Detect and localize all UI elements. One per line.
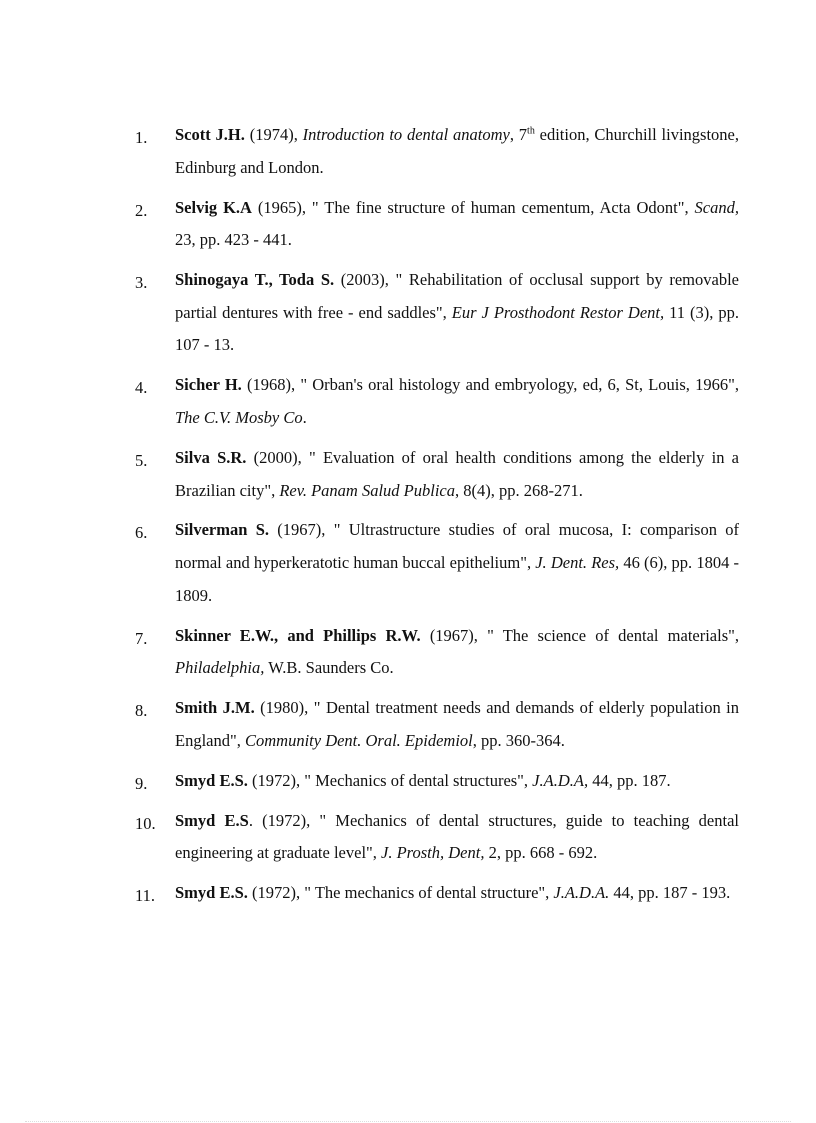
reference-item (135, 692, 739, 757)
reference-item (135, 369, 739, 434)
reference-author: Silva S.R. (175, 447, 247, 467)
reference-details: (2003), " Rehabilitation of occlusal support by removable partial dentures with free - end saddles", (175, 270, 739, 322)
reference-source: Scand, (694, 197, 739, 217)
reference-superscript: th (527, 125, 535, 137)
reference-author: Smyd E.S. (175, 770, 248, 790)
reference-item (135, 620, 739, 685)
reference-pages: , 8(4), pp. 268-271. (454, 480, 583, 500)
reference-text (175, 805, 739, 870)
reference-item (135, 442, 739, 507)
reference-source: Philadelphia, (175, 658, 265, 678)
reference-source: J. Dent. Res, (535, 553, 620, 573)
reference-text (175, 692, 739, 757)
reference-pages: , pp. 360-364. (472, 730, 565, 750)
reference-details: (1972), " The mechanics of dental structure", (247, 883, 554, 903)
reference-publisher: edition, Churchill livingstone, Edinburg and London. (175, 125, 739, 177)
reference-item (135, 119, 739, 184)
reference-edition: , 7 (509, 125, 528, 144)
reference-details: (1980), " Dental treatment needs and demands of elderly population in England", (175, 698, 739, 750)
reference-pages: . (302, 407, 307, 427)
reference-source: Community Dent. Oral. Epidemiol (244, 730, 473, 750)
reference-text (175, 877, 739, 910)
reference-item (135, 514, 739, 612)
reference-pages: 44, pp. 187 - 193. (609, 883, 731, 903)
reference-text (175, 369, 739, 434)
reference-number: 5. (135, 450, 148, 470)
reference-author: Smyd E.S (175, 810, 249, 830)
reference-source: Rev. Panam Salud Publica (279, 480, 455, 500)
reference-author: Smith J.M. (175, 698, 255, 718)
reference-pages: 2, pp. 668 - 692. (484, 843, 598, 863)
reference-source: Introduction to dental anatomy (302, 125, 510, 144)
reference-text (175, 765, 739, 798)
reference-number: 9. (135, 773, 148, 793)
reference-author: Shinogaya T., Toda S. (175, 270, 335, 290)
reference-author: Silverman S. (175, 520, 270, 540)
reference-item (135, 877, 739, 910)
reference-author: Selvig K.A (175, 197, 252, 217)
reference-pages: W.B. Saunders Co. (264, 658, 394, 678)
reference-source: Eur J Prosthodont Restor Dent, (451, 302, 665, 322)
reference-details: (1967), " Ultrastructure studies of oral mucosa, I: comparison of normal and hyperkeratotic human buccal epithelium", (175, 520, 739, 573)
reference-source: J.A.D.A. (553, 883, 610, 903)
reference-author: Scott J.H. (175, 125, 245, 144)
reference-number: 10. (135, 813, 156, 833)
reference-details: (1972), " Mechanics of dental structures", (247, 770, 533, 790)
reference-text (175, 620, 739, 685)
reference-source: J.A.D.A, (532, 770, 589, 790)
reference-pages: 11 (3), pp. 107 - 13. (175, 302, 740, 355)
reference-details: (1967), " The science of dental materials", (420, 625, 739, 645)
reference-details: (2000), " Evaluation of oral health conditions among the elderly in a Brazilian city", (175, 447, 739, 500)
page-bottom-rule (25, 1121, 791, 1122)
reference-details: . (1972), " Mechanics of dental structures, guide to teaching dental engineering at graduate level", (175, 810, 739, 863)
reference-author: Smyd E.S. (175, 883, 248, 903)
reference-number: 3. (135, 273, 148, 293)
reference-number: 7. (135, 628, 148, 648)
reference-pages: 23, pp. 423 - 441. (175, 230, 292, 250)
reference-details: (1968), " Orban's oral histology and embryology, ed, 6, St, Louis, 1966", (241, 375, 739, 395)
reference-text (175, 192, 739, 257)
reference-details: (1974), (244, 125, 303, 144)
reference-source: J. Prosth, Dent, (381, 843, 485, 863)
reference-details: (1965), " The fine structure of human cementum, Acta Odont", (251, 197, 695, 217)
reference-number: 11. (135, 886, 156, 906)
reference-text (175, 119, 739, 184)
reference-number: 6. (135, 523, 148, 543)
reference-pages: 46 (6), pp. 1804 - 1809. (175, 553, 739, 605)
reference-number: 1. (135, 128, 148, 147)
reference-item (135, 805, 739, 870)
reference-text (175, 264, 739, 362)
reference-number: 8. (135, 701, 148, 721)
reference-item (135, 192, 739, 257)
reference-source: The C.V. Mosby Co (175, 407, 303, 427)
reference-author: Skinner E.W., and Phillips R.W. (175, 625, 421, 645)
reference-text (175, 514, 739, 612)
reference-text (175, 442, 739, 507)
reference-number: 4. (135, 378, 148, 398)
reference-item (135, 765, 739, 798)
reference-number: 2. (135, 200, 148, 220)
reference-list (135, 119, 739, 917)
reference-author: Sicher H. (175, 375, 242, 395)
reference-pages: 44, pp. 187. (588, 770, 671, 790)
reference-item (135, 264, 739, 362)
